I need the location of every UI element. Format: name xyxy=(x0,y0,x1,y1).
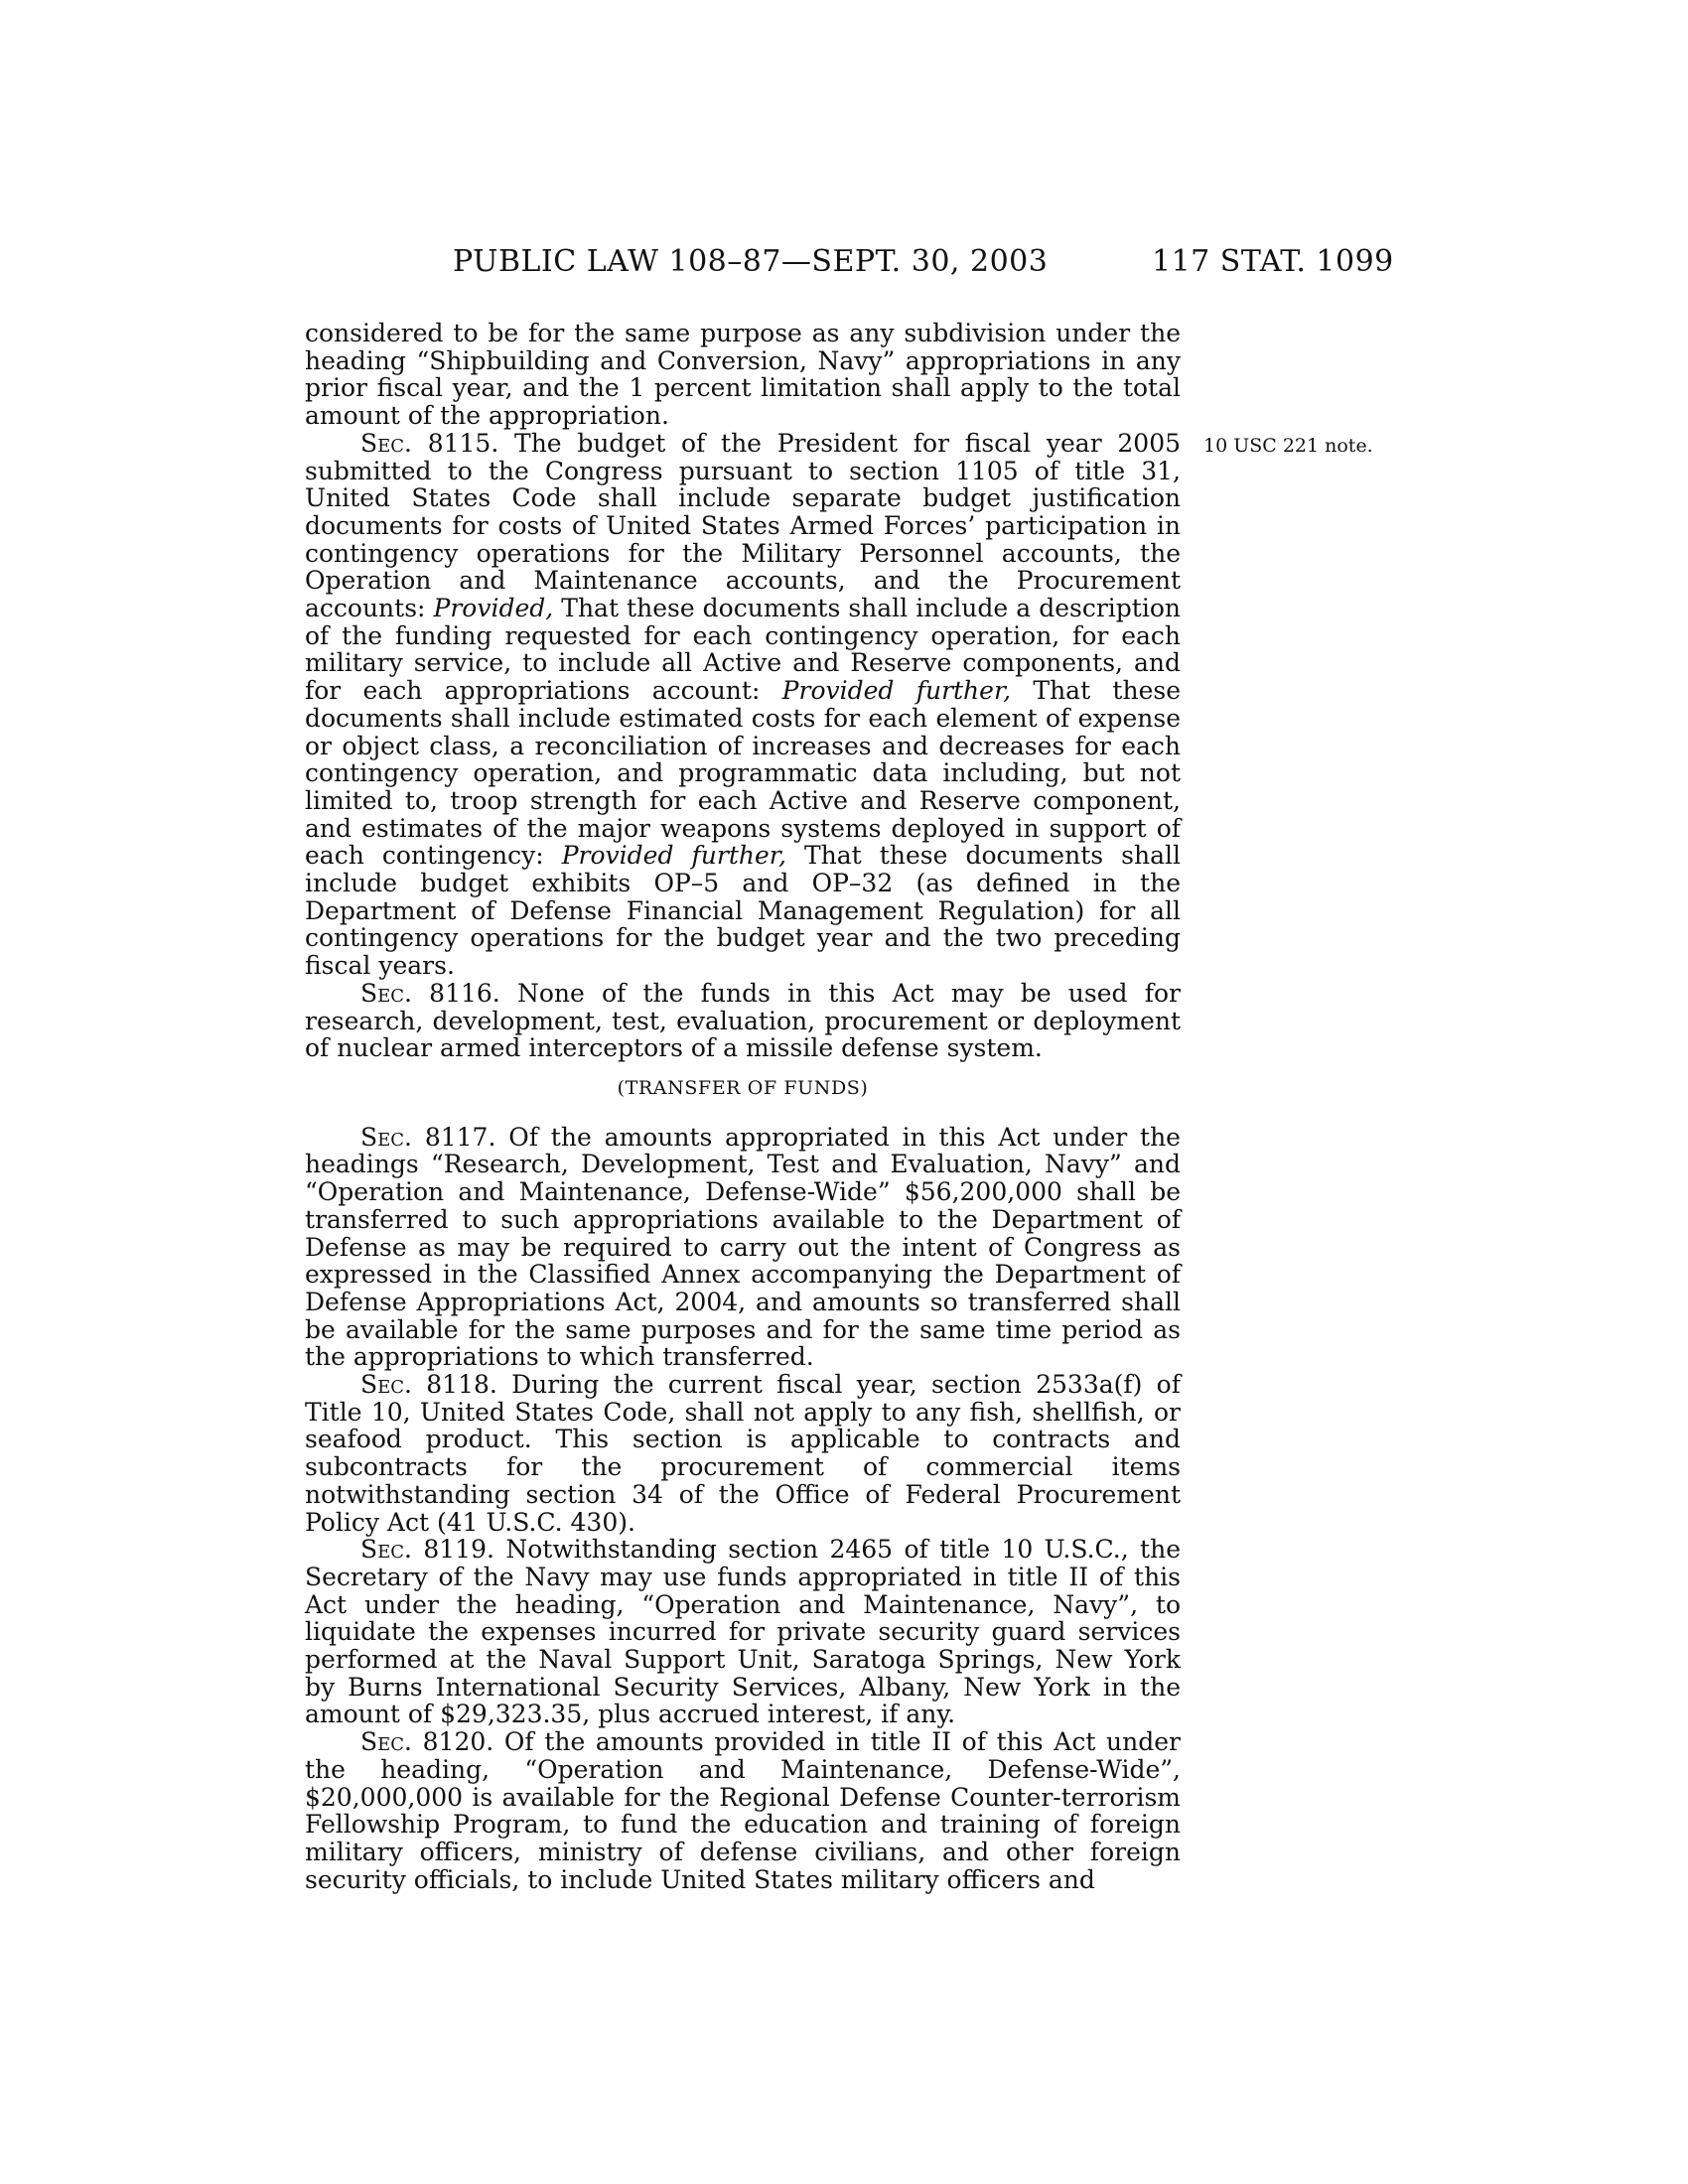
section-label: Sec. 8116. xyxy=(360,978,500,1008)
section-text: That these documents shall include a description of the funding requested for each contingency operation, for each military service, to include all Active and Reserve components, and for each appropriations account: xyxy=(305,594,1181,706)
section-text: During the current fiscal year, section 2533a(f) of Title 10, United States Code, shall not apply to any fish, shellfish, or seafood product. This section is applicable to contracts and subcontracts for the procurement of commercial items notwithstanding section 34 of the Office of Federal Procurement Policy Act (41 U.S.C. 430). xyxy=(305,1370,1181,1537)
section-8118 xyxy=(305,1371,1181,1536)
section-8117 xyxy=(305,1124,1181,1371)
section-label: Sec. 8119. xyxy=(360,1535,494,1565)
section-label: Sec. 8120. xyxy=(360,1727,494,1757)
section-8120 xyxy=(305,1728,1181,1893)
body-text xyxy=(305,320,1181,1893)
section-text: The budget of the President for fiscal year 2005 submitted to the Congress pursuant to section 1105 of title 31, United States Code shall include separate budget justification documents for costs of United States Armed Forces’ participation in contingency operations for the Military Personnel accounts, the Operation and Maintenance accounts, and the Procurement accounts: xyxy=(305,428,1182,623)
section-label: Sec. 8117. xyxy=(360,1122,496,1152)
proviso-italic: Provided further, xyxy=(781,676,1012,706)
section-label: Sec. 8118. xyxy=(360,1370,497,1400)
margin-note-usc-reference: 10 USC 221 note. xyxy=(1203,435,1373,457)
section-text: That these documents shall include estimated costs for each element of expense or object class, a reconciliation of increases and decreases for each contingency operation, and programmatic data including, but not limited to, troop strength for each Active and Reserve component, and estimates of the major weapons systems deployed in support of each contingency: xyxy=(305,676,1181,871)
section-text: Of the amounts provided in title II of this Act under the heading, “Operation and Maintenance, Defense-Wide”, $20,000,000 is available for the Regional Defense Counter-terrorism Fellowship Program, to fund the education and training of foreign military officers, ministry of defense civilians, and other foreign security officials, to include United States military officers and xyxy=(305,1727,1181,1894)
section-text: None of the funds in this Act may be used for research, development, test, evaluation, procurement or deployment of nuclear armed interceptors of a missile defense system. xyxy=(305,978,1181,1063)
statute-citation: 117 STAT. 1099 xyxy=(1152,244,1394,279)
running-head: PUBLIC LAW 108–87—SEPT. 30, 2003 xyxy=(453,244,1049,279)
section-text: That these documents shall include budget exhibits OP–5 and OP–32 (as defined in the Department of Defense Financial Management Regulation) for all contingency operations for the budget year and the two preceding fiscal years. xyxy=(305,841,1181,981)
section-8119 xyxy=(305,1536,1181,1728)
section-8116 xyxy=(305,980,1181,1062)
transfer-of-funds-heading: (TRANSFER OF FUNDS) xyxy=(617,1076,869,1099)
proviso-italic: Provided, xyxy=(433,594,554,623)
section-8115 xyxy=(305,430,1181,980)
section-text: Of the amounts appropriated in this Act under the headings “Research, Development, Test and Evaluation, Navy” and “Operation and Maintenance, Defense-Wide” $56,200,000 shall be transferred to such appropriations available to the Department of Defense as may be required to carry out the intent of Congress as expressed in the Classified Annex accompanying the Department of Defense Appropriations Act, 2004, and amounts so transferred shall be available for the same purposes and for the same time period as the appropriations to which transferred. xyxy=(305,1122,1181,1372)
page-header xyxy=(0,244,1688,294)
continuation-paragraph: considered to be for the same purpose as any subdivision under the heading “Shipbuilding and Conversion, Navy” appropriations in any prior fiscal year, and the 1 percent limitation shall apply to the total amount of the appropriation. xyxy=(305,319,1181,431)
section-label: Sec. 8115. xyxy=(360,428,499,458)
proviso-italic: Provided further, xyxy=(561,841,786,871)
section-text: Notwithstanding section 2465 of title 10 U.S.C., the Secretary of the Navy may use funds appropriated in title II of this Act under the heading, “Operation and Maintenance, Navy”, to liquidate the expenses incurred for private security guard services performed at the Naval Support Unit, Saratoga Springs, New York by Burns International Security Services, Albany, New York in the amount of $29,323.35, plus accrued interest, if any. xyxy=(305,1535,1181,1729)
